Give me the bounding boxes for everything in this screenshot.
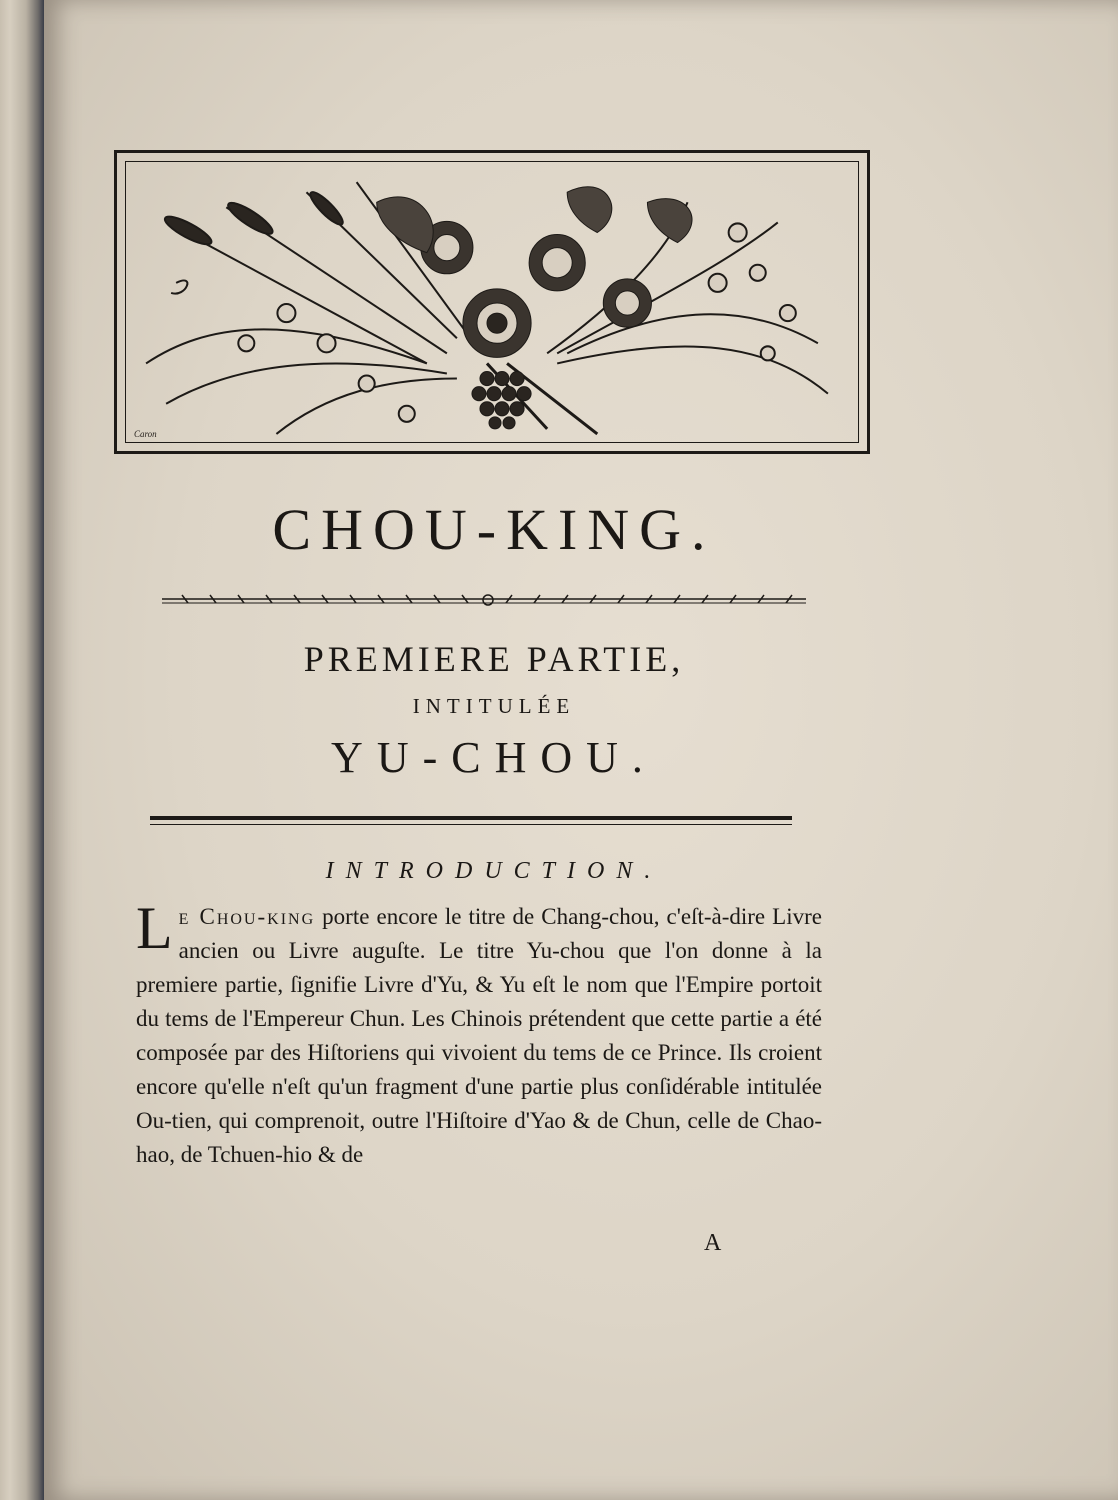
book-title: CHOU-KING. xyxy=(272,497,716,562)
previous-page-edge xyxy=(0,0,44,1500)
introduction-paragraph xyxy=(136,895,822,1172)
signature-mark: A xyxy=(704,1230,722,1256)
headpiece-inner-frame xyxy=(125,161,859,443)
book-page xyxy=(44,0,1118,1500)
chain-divider xyxy=(162,590,806,608)
paragraph-text: porte encore le titre de Chang-chou, c'eſt-à-dire Livre ancien ou Livre auguſte. Le titre Yu-chou que l'on donne à la premiere partie, ſignifie Livre d'Yu, & Yu eſt le nom que l'Empire portoit du tems de l'Empereur Chun. Les Chinois prétendent que cette partie a été composée par des Hiſtoriens qui vivoient du tems de ce Prince. Ils croient encore qu'elle n'eſt qu'un fragment d'une partie plus conſidérable intitulée Ou-tien, qui comprenoit, outre l'Hiſtoire d'Yao & de Chun, celle de Chao-hao, de Tchuen-hio & de xyxy=(136,904,822,1167)
lead-small-caps: e Chou-king xyxy=(178,904,316,929)
engraver-signature: Caron xyxy=(134,429,157,439)
part-title: PREMIERE PARTIE, xyxy=(303,639,685,679)
drop-cap: L xyxy=(136,895,173,961)
part-subtitle: INTITULÉE xyxy=(412,694,576,718)
floral-bouquet-engraving xyxy=(126,162,858,442)
thick-rule xyxy=(150,816,792,820)
floral-headpiece xyxy=(114,150,870,454)
double-rule-divider xyxy=(150,816,792,825)
thin-rule xyxy=(150,824,792,825)
section-heading: INTRODUCTION. xyxy=(325,858,663,884)
part-name: YU-CHOU. xyxy=(331,733,657,782)
